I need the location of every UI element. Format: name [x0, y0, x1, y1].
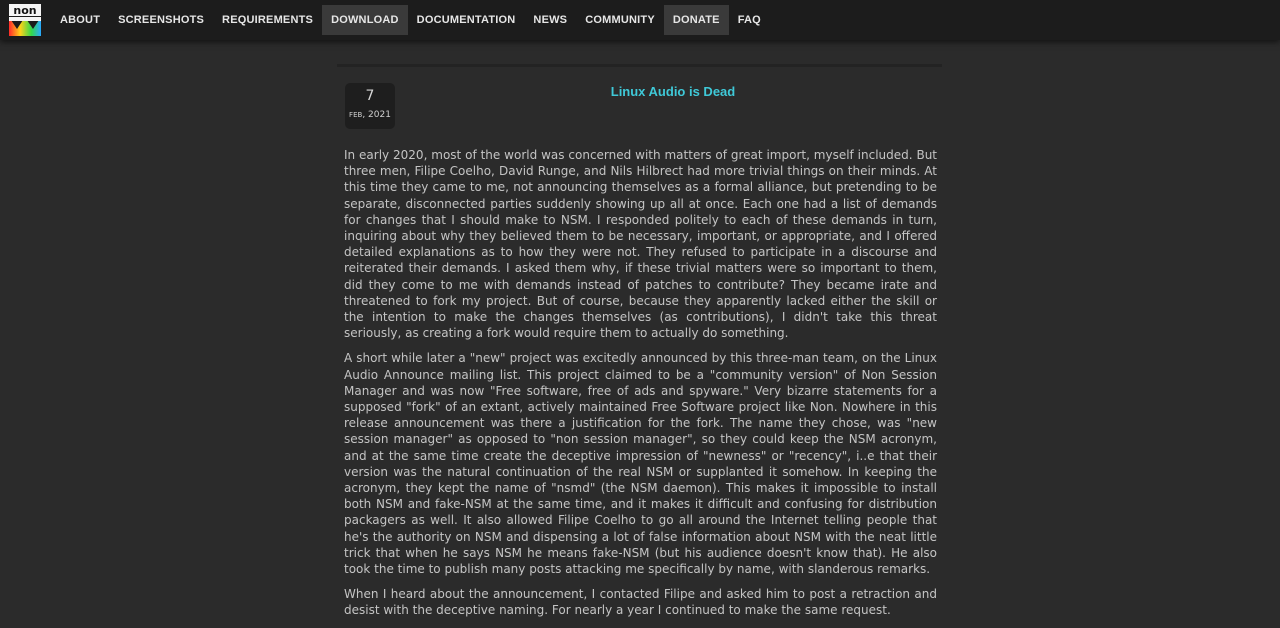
top-navbar [0, 0, 1280, 40]
nav-documentation[interactable]: DOCUMENTATION [416, 14, 516, 26]
post-paragraph: When I heard about the announcement, I contacted Filipe and asked him to post a retraction and desist with the deceptive naming. For nearly a year I continued to make the same request. [344, 587, 937, 618]
logo-text: non [13, 4, 37, 17]
post-month-year [345, 110, 395, 120]
nav-news[interactable]: NEWS [533, 14, 568, 26]
nav-requirements[interactable]: REQUIREMENTS [222, 14, 314, 26]
main-nav [51, 5, 770, 35]
content-divider [337, 64, 942, 67]
post-day: 7 [365, 88, 375, 104]
post-date-badge [345, 83, 395, 129]
nav-donate[interactable]: DONATE [664, 5, 729, 35]
non-logo-icon[interactable] [8, 3, 42, 36]
post-month: FEB [349, 111, 363, 119]
post-title[interactable]: Linux Audio is Dead [610, 84, 736, 99]
post-body [344, 147, 937, 628]
nav-faq[interactable]: FAQ [737, 14, 761, 26]
nav-screenshots[interactable]: SCREENSHOTS [118, 14, 205, 26]
post-paragraph: A short while later a "new" project was excitedly announced by this three-man team, on the Linux Audio Announce mailing list. This project claimed to be a "community version" of Non Session Manager and was now "Free software, free of ads and spyware." Very bizarre statements for a supposed "fork" of an extant, actively maintained Free Software project like Non. Nowhere in this release announcement was there a justification for the fork. The name they chose, was "new session manager" as opposed to "non session manager", so they could keep the NSM acronym, and at the same time create the deceptive impression of "newness" or "recency", i..e that their version was the natural continuation of the real NSM or supplanted it somehow. In keeping the acronym, they kept the name of "nsmd" (the NSM daemon). This makes it impossible to install both NSM and fake-NSM at the same time, and it makes it difficult and confusing for distribution packagers as well. It also allowed Filipe Coelho to go all around the Internet telling people that he's the authority on NSM and dispensing a lot of false information about NSM with the neat little trick that when he says NSM he means fake-NSM (but his audience doesn't know that). He also took the time to publish many posts attacking me specifically by name, with slanderous remarks. [344, 351, 937, 577]
nav-download[interactable]: DOWNLOAD [322, 5, 408, 35]
post-year: , 2021 [362, 110, 391, 120]
nav-about[interactable]: ABOUT [60, 14, 101, 26]
nav-community[interactable]: COMMUNITY [585, 14, 655, 26]
post-paragraph: In early 2020, most of the world was concerned with matters of great import, myself included. But three men, Filipe Coelho, David Runge, and Nils Hilbrect had more trivial things on their minds. At this time they came to me, not announcing themselves as a formal alliance, but pretending to be separate, disconnected parties suddenly showing up all at once. Each one had a list of demands for changes that I should make to NSM. I responded politely to each of these demands in turn, inquiring about why they believed them to be necessary, important, or appropriate, and I offered detailed explanations as to how they were not. They refused to participate in a discourse and reiterated their demands. I asked them why, if these trivial matters were so important to them, did they come to me with demands instead of patches to contribute? They became irate and threatened to fork my project. But of course, because they apparently lacked either the skill or the intention to make the changes themselves (as contributions), I didn't take this threat seriously, as creating a fork would require them to actually do something. [344, 148, 937, 341]
